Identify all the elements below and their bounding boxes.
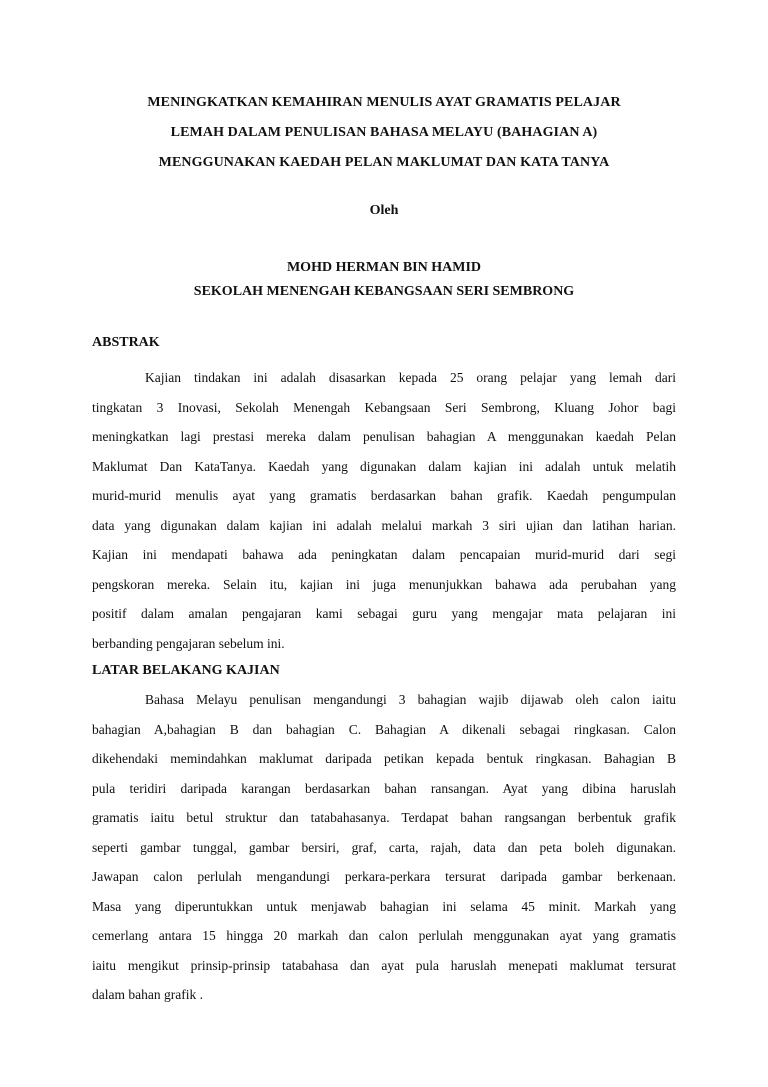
paragraph-line: iaitu mengikut prinsip-prinsip tatabahasa dan ayat pula haruslah menepati maklumat tersurat [92,957,676,973]
paragraph-line: tingkatan 3 Inovasi, Sekolah Menengah Kebangsaan Seri Sembrong, Kluang Johor bagi [92,399,676,415]
title-line: MENINGKATKAN KEMAHIRAN MENULIS AYAT GRAMATIS PELAJAR [147,95,621,110]
paragraph-line: data yang digunakan dalam kajian ini adalah melalui markah 3 siri ujian dan latihan harian. [92,517,676,533]
paragraph-line: pengskoran mereka. Selain itu, kajian ini juga menunjukkan bahawa ada perubahan yang [92,576,676,592]
paragraph-line: meningkatkan lagi prestasi mereka dalam penulisan bahagian A menggunakan kaedah Pelan [92,429,676,444]
paragraph-line: Masa yang diperuntukkan untuk menjawab bahagian ini selama 45 minit. Markah yang [92,898,676,914]
paragraph-line: berbanding pengajaran sebelum ini. [92,635,285,651]
paragraph-line: murid-murid menulis ayat yang gramatis berdasarkan bahan grafik. Kaedah pengumpulan [92,488,676,503]
section-heading-abstrak: ABSTRAK [92,335,160,350]
document-title [80,88,688,178]
by-label: Oleh [369,203,399,218]
paragraph-line: dikehendaki memindahkan maklumat daripada petikan kepada bentuk ringkasan. Bahagian B [92,751,676,766]
paragraph-line: pula teridiri daripada karangan berdasarkan bahan ransangan. Ayat yang dibina haruslah [92,780,676,796]
paragraph-line: Kajian ini mendapati bahawa ada peningkatan dalam pencapaian murid-murid dari segi [92,547,676,562]
school-name: SEKOLAH MENENGAH KEBANGSAAN SERI SEMBRONG [193,284,575,299]
title-line: LEMAH DALAM PENULISAN BAHASA MELAYU (BAHAGIAN A) [170,125,598,140]
paragraph-line: Maklumat Dan KataTanya. Kaedah yang digunakan dalam kajian ini adalah untuk melatih [92,458,676,474]
paragraph-line: gramatis iaitu betul struktur dan tatabahasanya. Terdapat bahan rangsangan berbentuk grafik [92,810,676,825]
paragraph-line: seperti gambar tunggal, gambar bersiri, graf, carta, rajah, data dan peta boleh digunakan. [92,839,676,855]
background-paragraph [92,685,676,1010]
title-line: MENGGUNAKAN KAEDAH PELAN MAKLUMAT DAN KATA TANYA [158,155,610,170]
paragraph-line: dalam bahan grafik . [92,987,203,1002]
paragraph-line: Jawapan calon perlulah mengandungi perkara-perkara tersurat daripada gambar berkenaan. [92,869,676,884]
section-heading-latar-belakang: LATAR BELAKANG KAJIAN [92,663,280,678]
paragraph-line: positif dalam amalan pengajaran kami sebagai guru yang mengajar mata pelajaran ini [92,606,676,621]
paragraph-line: cemerlang antara 15 hingga 20 markah dan calon perlulah menggunakan ayat yang gramatis [92,928,676,943]
paragraph-line: bahagian A,bahagian B dan bahagian C. Bahagian A dikenali sebagai ringkasan. Calon [92,721,676,737]
author-name: MOHD HERMAN BIN HAMID [286,260,482,275]
abstract-paragraph [92,363,676,658]
paragraph-line: Kajian tindakan ini adalah disasarkan kepada 25 orang pelajar yang lemah dari [145,370,676,385]
paragraph-line: Bahasa Melayu penulisan mengandungi 3 bahagian wajib dijawab oleh calon iaitu [145,692,676,707]
